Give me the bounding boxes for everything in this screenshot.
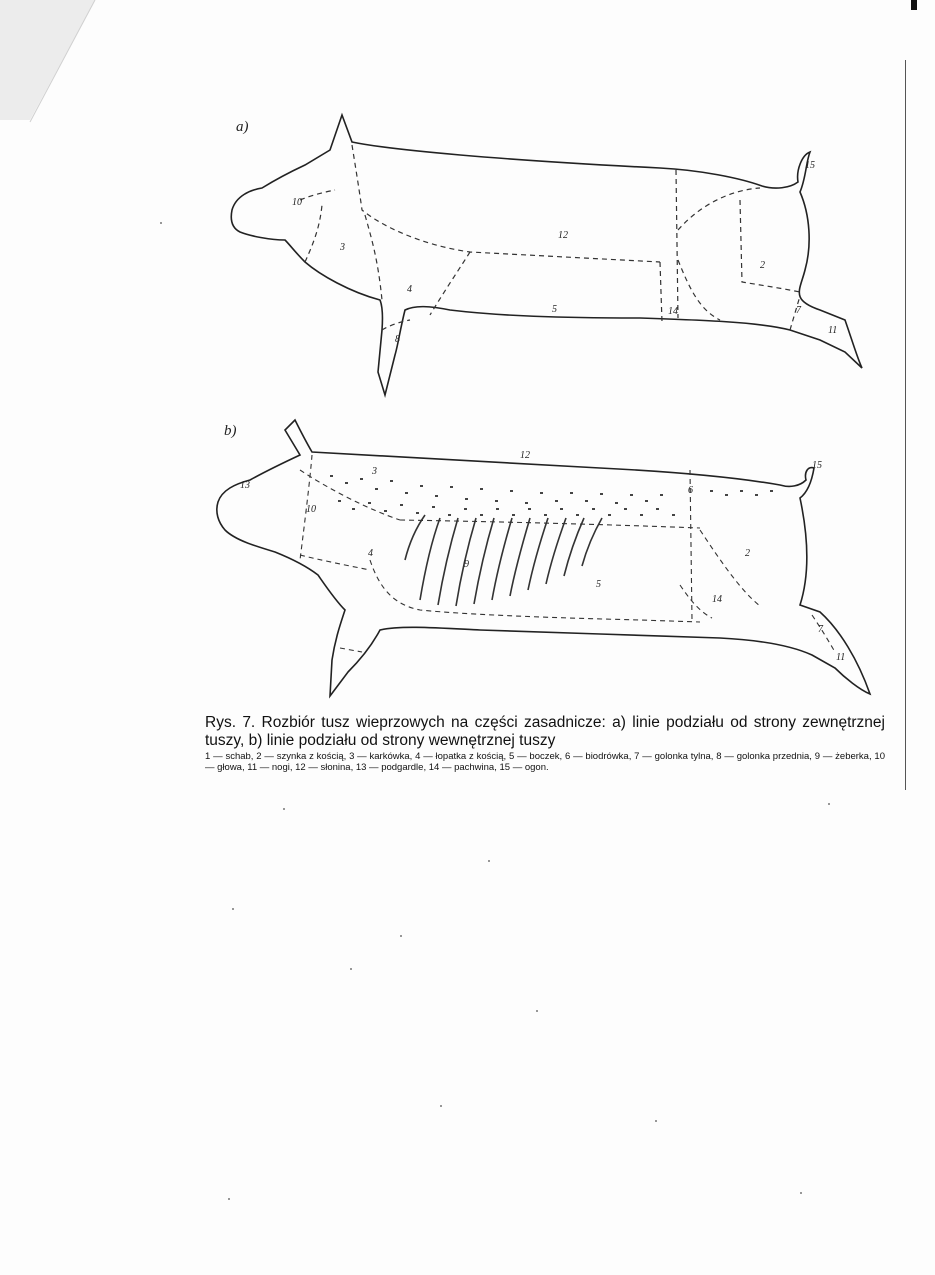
fat-stipple-b xyxy=(330,475,773,516)
scan-speck xyxy=(400,935,402,937)
part-number: 9 xyxy=(464,559,469,570)
part-number: 4 xyxy=(368,548,373,559)
scan-speck xyxy=(536,1010,538,1012)
part-number: 11 xyxy=(828,325,838,336)
caption-title: Rys. 7. Rozbiór tusz wieprzowych na części zasadnicze: a) linie podziału od strony zewnętrznej tuszy, b) linie podziału od strony wewnętrznej tuszy xyxy=(205,714,885,749)
part-number: 3 xyxy=(372,466,377,477)
scan-speck xyxy=(283,808,285,810)
part-numbers-b xyxy=(240,450,845,663)
part-number: 14 xyxy=(712,594,722,605)
pig-outline-b xyxy=(217,420,870,696)
scan-speck xyxy=(800,1192,802,1194)
part-number: 6 xyxy=(688,485,693,496)
part-number: 15 xyxy=(812,460,822,471)
pig-outline-a xyxy=(231,115,862,395)
scan-speck xyxy=(228,1198,230,1200)
part-number: 11 xyxy=(836,652,846,663)
panel-a-label: a) xyxy=(236,119,249,135)
part-number: 8 xyxy=(395,334,400,345)
figure-caption xyxy=(205,714,885,773)
cut-lines-a xyxy=(300,145,800,330)
part-number: 10 xyxy=(306,504,316,515)
part-number: 12 xyxy=(520,450,530,461)
cut-lines-b xyxy=(300,455,835,652)
part-number: 5 xyxy=(552,304,557,315)
scan-speck xyxy=(488,860,490,862)
caption-legend: 1 — schab, 2 — szynka z kością, 3 — karkówka, 4 — łopatka z kością, 5 — boczek, 6 — biodrówka, 7 — golonka tylna, 8 — golonka przednia, 9 — żeberka, 10 — głowa, 11 — nogi, 12 — słonina, 13 — podgardle, 14 — pachwina, 15 — ogon. xyxy=(205,751,885,773)
scan-speck xyxy=(232,908,234,910)
scan-speck xyxy=(350,968,352,970)
part-number: 14 xyxy=(668,306,678,317)
part-number: 13 xyxy=(240,480,250,491)
part-number: 10 xyxy=(292,197,302,208)
panel-b-label: b) xyxy=(224,423,237,439)
part-number: 7 xyxy=(796,305,801,316)
part-number: 12 xyxy=(558,230,568,241)
part-number: 15 xyxy=(805,160,815,171)
part-number: 5 xyxy=(596,579,601,590)
part-number: 2 xyxy=(745,548,750,559)
scan-speck xyxy=(655,1120,657,1122)
part-number: 2 xyxy=(760,260,765,271)
scan-speck xyxy=(160,222,162,224)
rib-lines-b xyxy=(405,515,602,606)
scan-speck xyxy=(828,803,830,805)
scan-speck xyxy=(440,1105,442,1107)
part-number: 7 xyxy=(818,624,823,635)
part-number: 3 xyxy=(340,242,345,253)
part-number: 4 xyxy=(407,284,412,295)
